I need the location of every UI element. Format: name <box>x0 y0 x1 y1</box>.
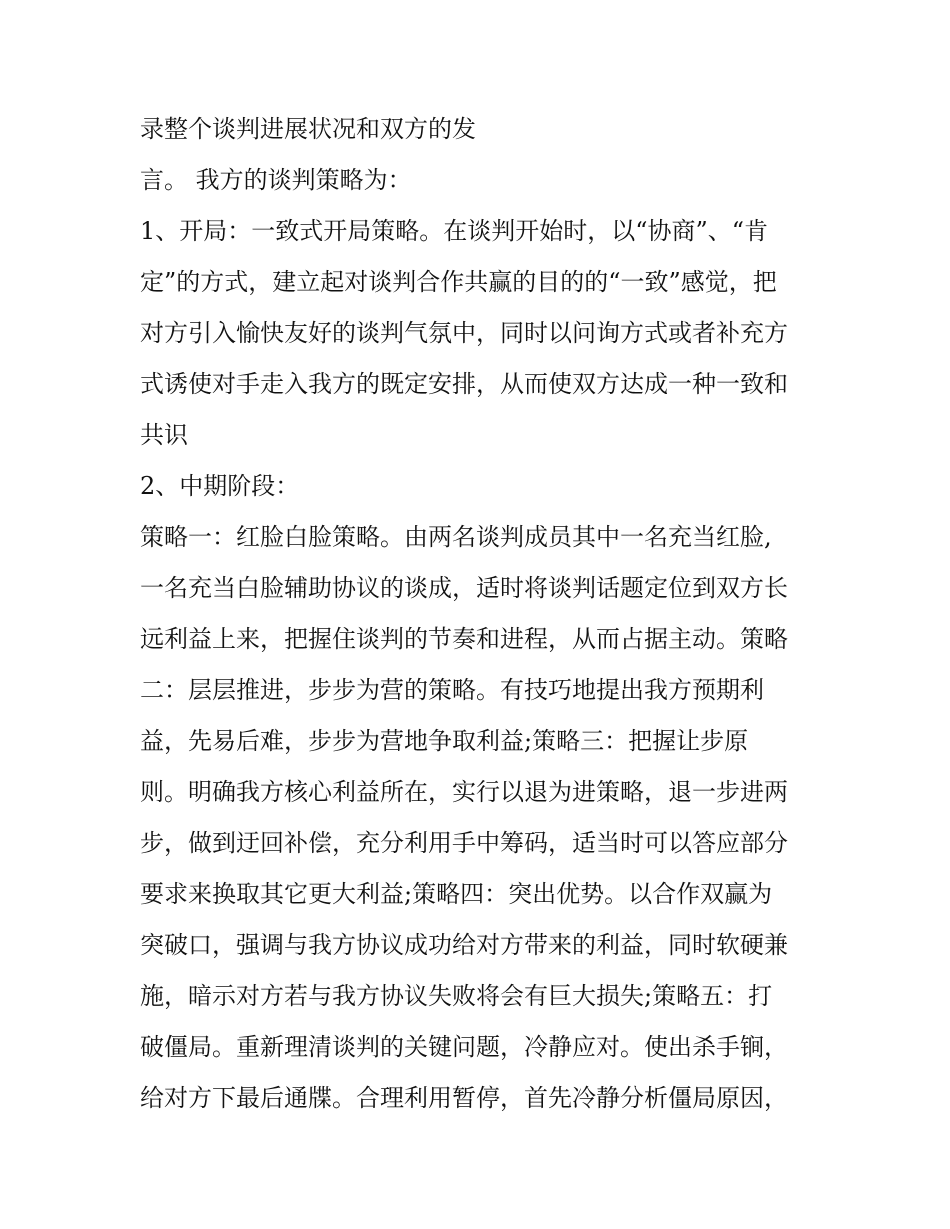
text-line-17: 突破口，强调与我方协议成功给对方带来的利益，同时软硬兼 <box>140 931 788 959</box>
body-text <box>140 104 820 1124</box>
text-line-2: 言。 我方的谈判策略为： <box>140 166 412 194</box>
text-line-14: 则。明确我方核心利益所在，实行以退为进策略，退一步进两 <box>140 778 788 806</box>
text-line-4: 定”的方式，建立起对谈判合作共赢的目的的“一致”感觉，把 <box>140 268 777 296</box>
text-line-9: 策略一：红脸白脸策略。由两名谈判成员其中一名充当红脸, <box>140 523 772 551</box>
text-line-19: 破僵局。重新理清谈判的关键问题，冷静应对。使出杀手锏， <box>140 1033 788 1061</box>
text-line-18: 施，暗示对方若与我方协议失败将会有巨大损失;策略五：打 <box>140 982 773 1010</box>
text-line-7: 共识 <box>140 421 188 449</box>
text-line-6: 式诱使对手走入我方的既定安排，从而使双方达成一种一致和 <box>140 370 788 398</box>
text-line-16: 要求来换取其它更大利益;策略四：突出优势。以合作双赢为 <box>140 880 773 908</box>
text-line-5: 对方引入愉快友好的谈判气氛中，同时以问询方式或者补充方 <box>140 319 788 347</box>
text-line-13: 益，先易后难，步步为营地争取利益;策略三：把握让步原 <box>140 727 749 755</box>
text-line-15: 步，做到迂回补偿，充分利用手中筹码，适当时可以答应部分 <box>140 829 788 857</box>
text-line-12: 二：层层推进，步步为营的策略。有技巧地提出我方预期利 <box>140 676 764 704</box>
text-line-10: 一名充当白脸辅助协议的谈成，适时将谈判话题定位到双方长 <box>140 574 788 602</box>
text-line-20: 给对方下最后通牒。合理利用暂停，首先冷静分析僵局原因， <box>140 1084 788 1112</box>
text-line-3: 1、开局：一致式开局策略。在谈判开始时，以“协商”、“肯 <box>140 217 769 245</box>
text-line-1: 录整个谈判进展状况和双方的发 <box>140 115 476 143</box>
text-line-11: 远利益上来，把握住谈判的节奏和进程，从而占据主动。策略 <box>140 625 788 653</box>
text-line-8: 2、中期阶段： <box>140 472 300 500</box>
